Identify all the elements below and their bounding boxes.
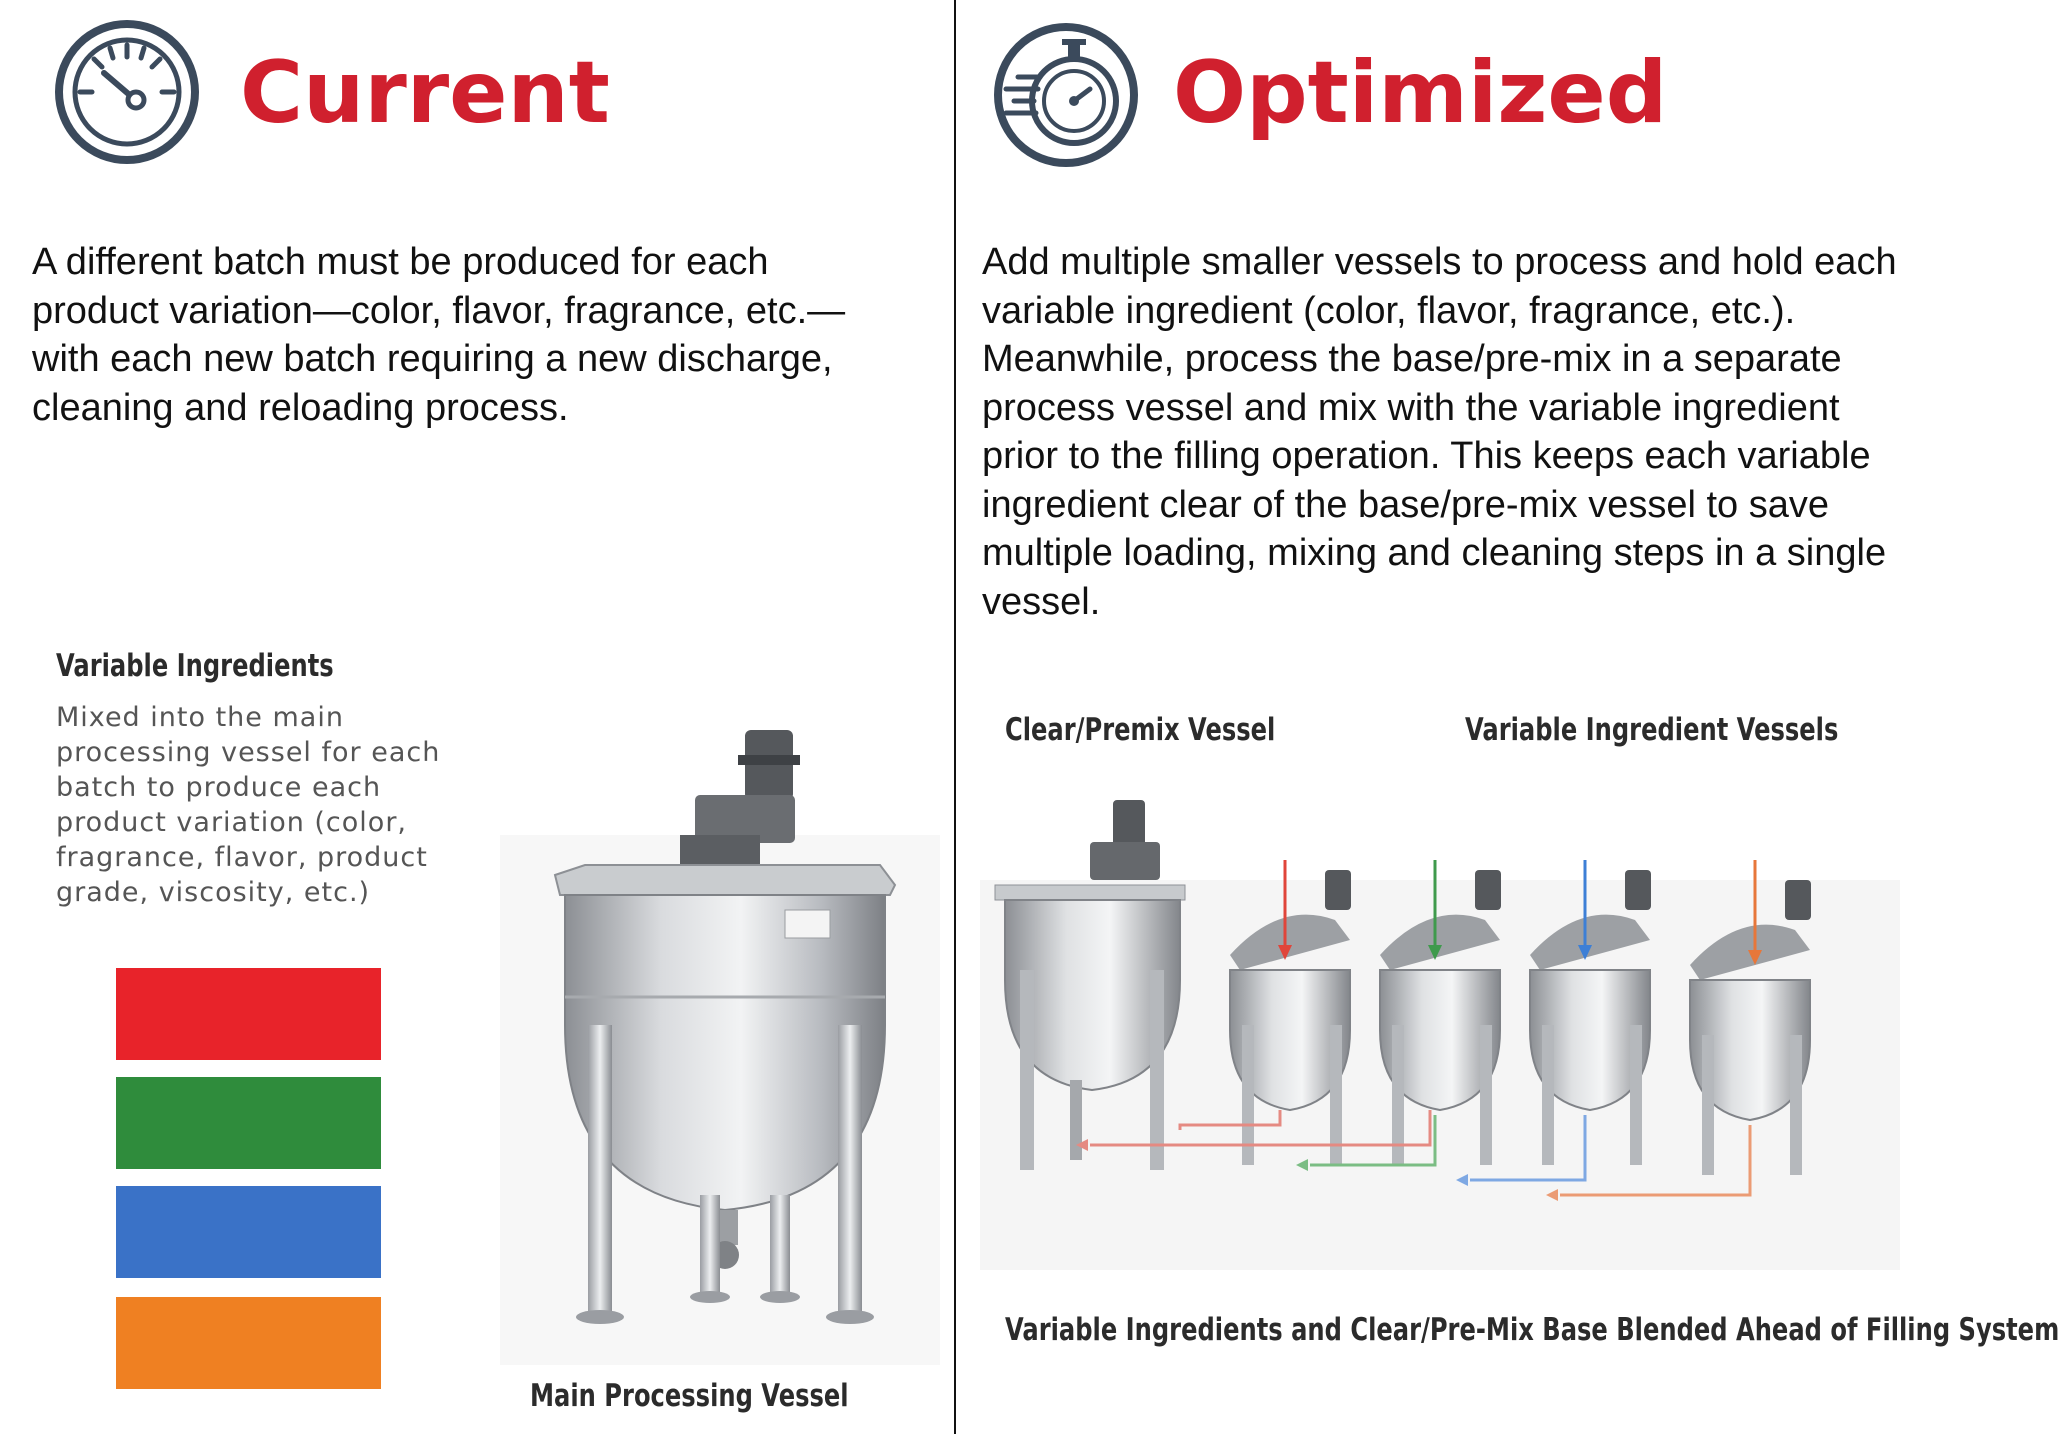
optimized-heading: Optimized [1173, 43, 1668, 143]
swatch-green [116, 1077, 381, 1169]
swatch-orange [116, 1297, 381, 1389]
column-divider [954, 0, 956, 1434]
current-heading: Current [240, 43, 610, 143]
variable-ingredient-vessels-label: Variable Ingredient Vessels [1465, 712, 1839, 748]
variable-ingredients-title: Variable Ingredients [56, 648, 334, 684]
variable-ingredients-note: Mixed into the main processing vessel for each batch to produce each product variation (color, fragrance, flavor, product grade, viscosity, etc.) [56, 702, 441, 908]
swatch-blue [116, 1186, 381, 1278]
speedometer-icon [52, 17, 202, 167]
swatch-red [116, 968, 381, 1060]
optimized-vessel-array-image [980, 780, 1900, 1270]
current-description: A different batch must be produced for each product variation—color, flavor, fragrance, etc.— with each new batch requiring a new discharge, cleaning and reloading process. [32, 241, 846, 429]
optimized-description: Add multiple smaller vessels to process and hold each variable ingredient (color, flavor, fragrance, etc.). Meanwhile, process the base/pre-mix in a separate process vessel and mix with the variable ingredient prior to the filling operation. This keeps each variable ingredient clear of the base/pre-mix vessel to save multiple loading, mixing and cleaning steps in a single vessel. [982, 241, 1897, 623]
fast-stopwatch-icon [990, 17, 1142, 169]
main-processing-vessel-caption: Main Processing Vessel [530, 1378, 849, 1414]
clear-premix-vessel-label: Clear/Premix Vessel [1005, 712, 1276, 748]
main-processing-vessel-image [500, 725, 940, 1365]
optimized-caption: Variable Ingredients and Clear/Pre-Mix Base Blended Ahead of Filling System [1005, 1312, 2059, 1348]
